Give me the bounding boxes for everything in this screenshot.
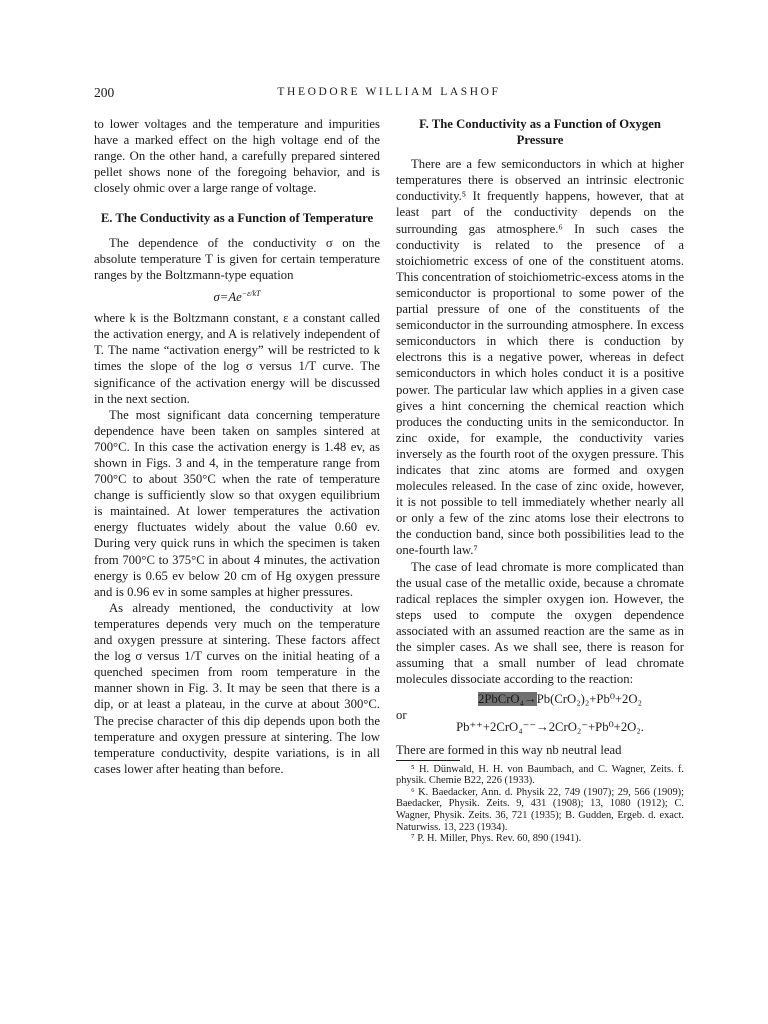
- paragraph: where k is the Boltzmann constant, ε a constant called the activation energy, and A is relatively independent of T. The name “activation energy” will be restricted to k times the slope of the log σ versus 1/T curve. The significance of the activation energy will be discussed in the next section.: [94, 311, 380, 406]
- footnote-rule: [396, 760, 460, 761]
- reaction-equation-1: [396, 691, 684, 707]
- page-number: 200: [94, 85, 115, 100]
- highlighted-text: 2PbCrO₄→: [478, 692, 537, 707]
- left-column: [94, 116, 380, 777]
- boltzmann-equation: [94, 286, 380, 305]
- equation-text: Pb(CrO₂)₂+Pb⁰+2O₂: [536, 692, 642, 707]
- section-heading-f: F. The Conductivity as a Function of Oxygen Pressure: [419, 117, 661, 148]
- paragraph: The dependence of the conductivity σ on the absolute temperature T is given for certain temperature ranges by the Boltzmann-type equation: [94, 235, 380, 282]
- right-column: [396, 116, 684, 845]
- paragraph: The most significant data concerning temperature dependence have been taken on samples sintered at 700°C. In this case the activation energy is 1.48 ev, as shown in Figs. 3 and 4, in the temperature range from 700°C to about 350°C when the rate of temperature change is sufficiently slow so that oxygen equilibrium is maintained. At lower temperatures the activation energy fluctuates widely about the value 0.60 ev. During very quick runs in which the specimen is taken from 700°C to 375°C in about 4 minutes, the activation energy is 0.65 ev below 20 cm of Hg oxygen pressure and is 0.96 ev in some samples at higher pressures.: [94, 407, 380, 599]
- paragraph: As already mentioned, the conductivity at low temperatures depends very much on the temperature and oxygen pressure at sintering. These factors affect the log σ versus 1/T curves on the initial heating of a quenched specimen from room temperature in the manner shown in Fig. 3. It may be seen that there is a dip, or at least a plateau, in the curve at about 300°C. The precise character of this dip depends upon both the temperature and oxygen pressure at sintering. The low temperature conductivity, despite variations, is in all cases lower after heating than before.: [94, 600, 380, 776]
- footnote-6: ⁶ K. Baedacker, Ann. d. Physik 22, 749 (1907); 29, 566 (1909); Baedacker, Physik. Zeits. 9, 431 (1908); 13, 1080 (1912); C. Wagner, Physik. Zeits. 36, 721 (1935); B. Gudden, Ergeb. d. exact. Naturwiss. 13, 223 (1934).: [396, 786, 684, 833]
- running-head: THEODORE WILLIAM LASHOF: [277, 86, 501, 98]
- paragraph: to lower voltages and the temperature and impurities have a marked effect on the high voltage end of the range. On the other hand, a carefully prepared sintered pellet shows none of the foregoing behavior, and is closely ohmic over a large range of voltage.: [94, 117, 380, 196]
- reaction-equation-2: Pb⁺⁺+2CrO₄⁻⁻→2CrO₂⁻+Pb⁰+2O₂.: [456, 720, 644, 735]
- or-text: or: [396, 708, 407, 723]
- paragraph: There are a few semiconductors in which at higher temperatures there is observed an intrinsic electronic conductivity.⁵ It frequently happens, however, that at least part of the conductivity depends on the surrounding gas atmosphere.⁶ In such cases the conductivity is related to the presence of a stoichiometric excess of one of the constituent atoms. This concentration of stoichiometric-excess atoms in the semiconductor is proportional to some power of the partial pressure of one of the constituents of the semiconductor in the surrounding atmosphere. In excess semiconductors in which there is conduction by electrons this is a negative power, whereas in defect semiconductors in which holes conduct it is a positive power. The particular law which applies in a given case gives a hint concerning the chemical reaction which produces the conducting units in the semiconductor. In zinc oxide, for example, the conductivity varies inversely as the fourth root of the oxygen pressure. This indicates that zinc atoms are formed and oxygen molecules released. In the case of zinc oxide, however, it is not possible to tell immediately whether nearly all or only a few of the zinc atoms lose their electrons to the conduction band, since both possibilities lead to the one-fourth law.⁷: [396, 157, 684, 558]
- footnote-7: ⁷ P. H. Miller, Phys. Rev. 60, 890 (1941).: [411, 833, 582, 845]
- section-heading-e: E. The Conductivity as a Function of Temperature: [100, 211, 374, 226]
- paragraph: There are formed in this way nb neutral lead: [396, 742, 622, 757]
- page-header: [94, 85, 684, 105]
- equation-lhs: σ=Ae: [213, 290, 242, 305]
- equation-exponent: −ε/kT: [241, 288, 261, 298]
- paragraph: The case of lead chromate is more complicated than the usual case of the metallic oxide, because a chromate radical replaces the simpler oxygen ion. However, the steps used to compute the oxygen dependence associated with an assumed reaction are the same as in the simpler cases. As we shall see, there is reason for assuming that a small number of lead chromate molecules dissociate according to the reaction:: [396, 559, 684, 687]
- footnote-5: ⁵ H. Dünwald, H. H. von Baumbach, and C. Wagner, Zeits. f. physik. Chemie B22, 226 (1933).: [396, 763, 684, 787]
